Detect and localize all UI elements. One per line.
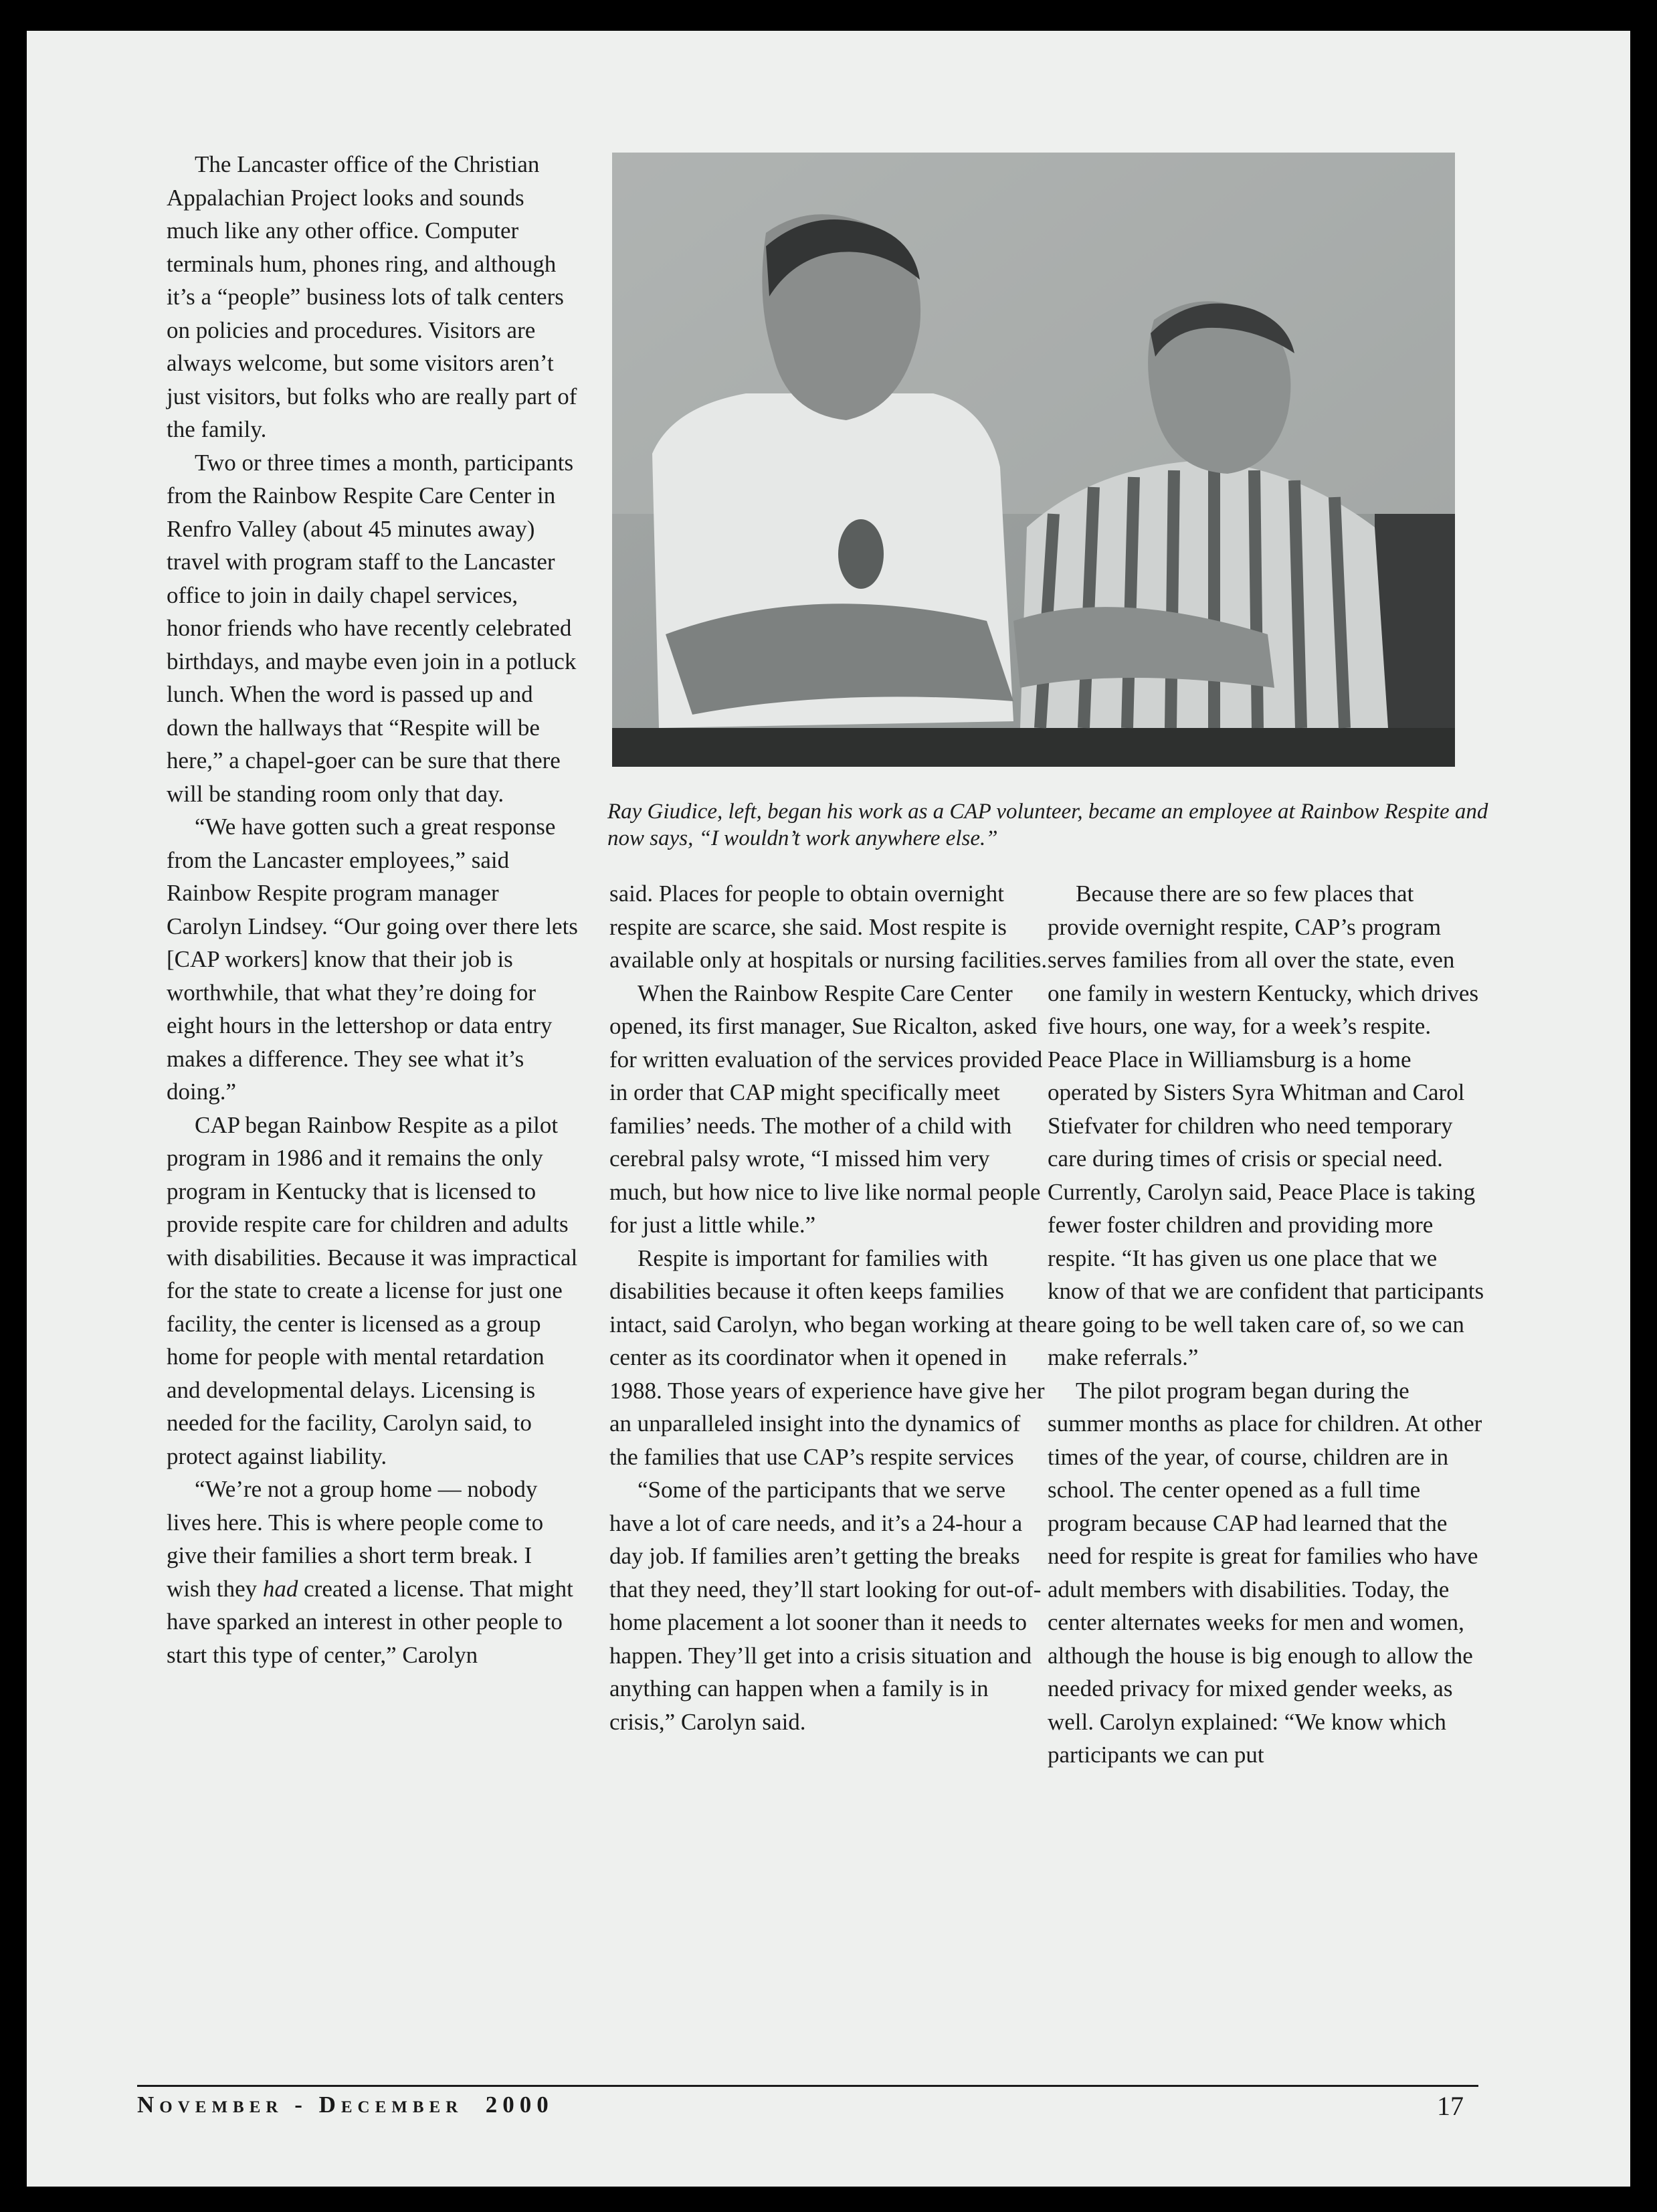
- text-run: “We’re not a group home — nobody lives here. This is where people come to give their families a short term break. I wish they: [167, 1476, 544, 1602]
- paragraph: [167, 1473, 578, 1671]
- article-column-3: [1048, 877, 1489, 1772]
- photo-caption: Ray Giudice, left, began his work as a CAP volunteer, became an employee at Rainbow Respite and now says, “I wouldn’t work anywhere else.”: [607, 800, 1488, 850]
- paragraph: The Lancaster office of the Christian Appalachian Project looks and sounds much like any other office. Computer terminals hum, phones ring, and although it’s a “people” business lots of talk centers on policies and procedures. Visitors are always welcome, but some visitors aren’t just visitors, but folks who are really part of the family.: [167, 151, 577, 442]
- paragraph: Because there are so few places that provide overnight respite, CAP’s program serves families from all over the state, even one family in western Kentucky, which drives five hours, one way, for a week’s respite. Peace Place in Williamsburg is a home operated by Sisters Syra Whitman and Carol Stiefvater for children who need temporary care during times of crisis or special need. Currently, Carolyn said, Peace Place is taking fewer foster children and providing more respite. “It has given us one place that we know of that we are confident that participants are going to be well taken care of, so we can make referrals.”: [1048, 881, 1484, 1370]
- paragraph: When the Rainbow Respite Care Center opened, its first manager, Sue Ricalton, asked for written evaluation of the services provided in order that CAP might specifically meet families’ needs. The mother of a child with cerebral palsy wrote, “I missed him very much, but how nice to live like normal people for just a little while.”: [609, 980, 1043, 1238]
- paragraph: “We have gotten such a great response from the Lancaster employees,” said Rainbow Respite program manager Carolyn Lindsey. “Our going over there lets [CAP workers] know that their job is worthwhile, that what they’re doing for eight hours in the lettershop or data entry makes a difference. They see what it’s doing.”: [167, 814, 578, 1105]
- paragraph: “Some of the participants that we serve have a lot of care needs, and it’s a 24-hour a day job. If families aren’t getting the breaks that they need, they’ll start looking for out-of-home placement a lot sooner than it needs to happen. They’ll get into a crisis situation and anything can happen when a family is in crisis,” Carolyn said.: [609, 1477, 1042, 1735]
- photo-two-men-image: [612, 153, 1455, 767]
- article-column-1: [167, 148, 578, 1671]
- article-column-2: [609, 877, 1051, 1738]
- emphasis-text: had: [262, 1575, 298, 1602]
- issue-date: November - December 2000: [137, 2092, 554, 2118]
- text-run: created a license. That might have sparked an interest in other people to start this type of center,” Carolyn: [167, 1575, 573, 1668]
- paragraph: The pilot program began during the summer months as place for children. At other times of the year, of course, children are in school. The center opened as a full time program because CAP had learned that the need for respite is great for families who have adult members with disabilities. Today, the center alternates weeks for men and women, although the house is big enough to allow the needed privacy for mixed gender weeks, as well. Carolyn explained: “We know which participants we can put: [1048, 1377, 1482, 1768]
- page-number: 17: [1437, 2091, 1464, 2121]
- article-photo: [612, 153, 1455, 767]
- paragraph: CAP began Rainbow Respite as a pilot program in 1986 and it remains the only program in Kentucky that is licensed to provide respite care for children and adults with disabilities. Because it was impractical for the state to create a license for just one facility, the center is licensed as a group home for people with mental retardation and developmental delays. Licensing is needed for the facility, Carolyn said, to protect against liability.: [167, 1111, 578, 1469]
- paragraph: said. Places for people to obtain overnight respite are scarce, she said. Most respite is available only at hospitals or nursing facilities.: [609, 881, 1048, 973]
- footer-divider: [137, 2085, 1478, 2087]
- paragraph: Two or three times a month, participants from the Rainbow Respite Care Center in Renfro Valley (about 45 minutes away) travel with program staff to the Lancaster office to join in daily chapel services, honor friends who have recently celebrated birthdays, and maybe even join in a potluck lunch. When the word is passed up and down the hallways that “Respite will be here,” a chapel-goer can be sure that there will be standing room only that day.: [167, 449, 577, 807]
- paragraph: Respite is important for families with disabilities because it often keeps families intact, said Carolyn, who began working at the center as its coordinator when it opened in 1988. Those years of experience have give her an unparalleled insight into the dynamics of the families that use CAP’s respite services: [609, 1245, 1048, 1470]
